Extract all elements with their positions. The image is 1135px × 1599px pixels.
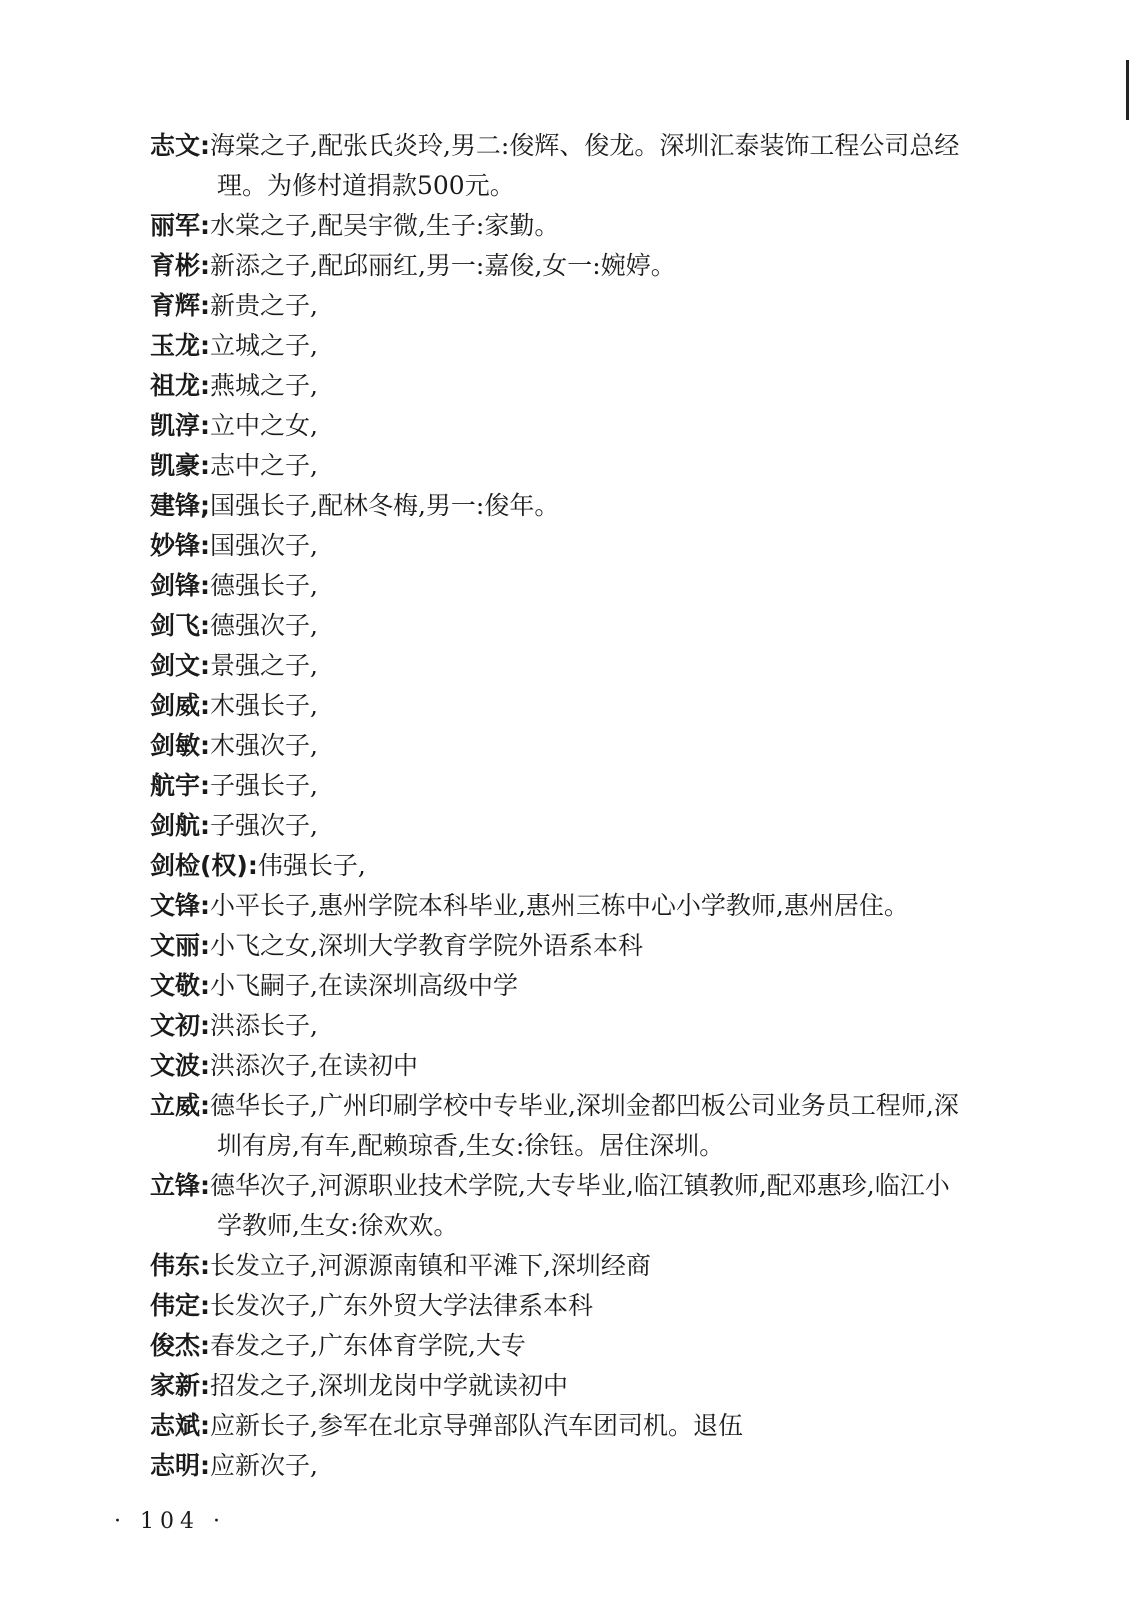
genealogy-entry (150, 246, 1050, 286)
entry-text: 德华次子,河源职业技术学院,大专毕业,临江镇教师,配邓惠珍,临江小 (210, 1171, 950, 1200)
genealogy-entry (150, 886, 1050, 926)
entry-name: 育辉: (150, 291, 210, 320)
genealogy-entry (150, 1246, 1050, 1286)
entry-first-line (150, 646, 1050, 686)
entry-name: 家新: (150, 1371, 210, 1400)
entry-name: 剑文: (150, 651, 210, 680)
entry-name: 育彬: (150, 251, 210, 280)
genealogy-entry (150, 1046, 1050, 1086)
entry-first-line (150, 126, 1050, 166)
entry-first-line (150, 1166, 1050, 1206)
entry-first-line (150, 846, 1050, 886)
entry-text: 德强长子, (210, 571, 318, 600)
entry-text: 洪添长子, (210, 1011, 318, 1040)
entry-text: 水棠之子,配吴宇微,生子:家勤。 (210, 211, 560, 240)
genealogy-entry (150, 606, 1050, 646)
genealogy-entry (150, 726, 1050, 766)
entry-text: 应新次子, (210, 1451, 318, 1480)
genealogy-entry (150, 206, 1050, 246)
genealogy-entry (150, 326, 1050, 366)
genealogy-entry (150, 566, 1050, 606)
entry-name: 凯淳: (150, 411, 210, 440)
genealogy-entry (150, 1286, 1050, 1326)
genealogy-entry (150, 1086, 1050, 1166)
genealogy-entry (150, 366, 1050, 406)
entry-text: 应新长子,参军在北京导弹部队汽车团司机。退伍 (210, 1411, 743, 1440)
entry-name: 立锋: (150, 1171, 210, 1200)
entry-first-line (150, 926, 1050, 966)
entry-name: 建锋; (150, 491, 210, 520)
entry-name: 丽军: (150, 211, 210, 240)
entry-first-line (150, 1326, 1050, 1366)
genealogy-entry (150, 806, 1050, 846)
entry-name: 伟东: (150, 1251, 210, 1280)
entry-name: 剑飞: (150, 611, 210, 640)
entry-name: 文波: (150, 1051, 210, 1080)
entry-first-line (150, 206, 1050, 246)
entry-continuation-line: 圳有房,有车,配赖琼香,生女:徐钰。居住深圳。 (217, 1131, 725, 1160)
genealogy-entry (150, 446, 1050, 486)
entry-name: 立威: (150, 1091, 210, 1120)
entry-text: 木强长子, (210, 691, 318, 720)
entry-text: 德华长子,广州印刷学校中专毕业,深圳金都凹板公司业务员工程师,深 (210, 1091, 959, 1120)
entry-first-line (150, 486, 1050, 526)
genealogy-entries (150, 126, 1050, 1486)
entry-text: 木强次子, (210, 731, 318, 760)
entry-text: 新添之子,配邱丽红,男一:嘉俊,女一:婉婷。 (210, 251, 676, 280)
genealogy-entry (150, 1366, 1050, 1406)
genealogy-entry (150, 126, 1050, 206)
entry-name: 文敬: (150, 971, 210, 1000)
entry-first-line (150, 1246, 1050, 1286)
entry-name: 剑锋: (150, 571, 210, 600)
entry-name: 剑航: (150, 811, 210, 840)
entry-first-line (150, 806, 1050, 846)
entry-first-line (150, 1366, 1050, 1406)
entry-name: 玉龙: (150, 331, 210, 360)
entry-text: 招发之子,深圳龙岗中学就读初中 (210, 1371, 568, 1400)
entry-text: 德强次子, (210, 611, 318, 640)
entry-text: 伟强长子, (257, 851, 366, 880)
entry-text: 燕城之子, (210, 371, 318, 400)
entry-text: 新贵之子, (210, 291, 318, 320)
genealogy-entry (150, 406, 1050, 446)
entry-text: 长发立子,河源源南镇和平滩下,深圳经商 (210, 1251, 651, 1280)
entry-first-line (150, 526, 1050, 566)
page-number: · 104 · (114, 1509, 226, 1534)
entry-name: 文丽: (150, 931, 210, 960)
entry-text: 立中之女, (210, 411, 318, 440)
entry-text: 小平长子,惠州学院本科毕业,惠州三栋中心小学教师,惠州居住。 (210, 891, 909, 920)
genealogy-entry (150, 646, 1050, 686)
entry-first-line (150, 326, 1050, 366)
genealogy-entry (150, 1166, 1050, 1246)
genealogy-entry (150, 1326, 1050, 1366)
genealogy-entry (150, 926, 1050, 966)
entry-first-line (150, 1086, 1050, 1126)
entry-first-line (150, 966, 1050, 1006)
entry-first-line (150, 446, 1050, 486)
entry-name: 凯豪: (150, 451, 210, 480)
entry-continuation-line: 理。为修村道捐款500元。 (217, 171, 515, 200)
entry-name: 志斌: (150, 1411, 210, 1440)
entry-first-line (150, 246, 1050, 286)
genealogy-entry (150, 846, 1050, 886)
entry-first-line (150, 286, 1050, 326)
genealogy-entry (150, 966, 1050, 1006)
entry-first-line (150, 686, 1050, 726)
entry-text: 立城之子, (210, 331, 318, 360)
entry-name: 俊杰: (150, 1331, 210, 1360)
genealogy-entry (150, 486, 1050, 526)
entry-text: 国强长子,配林冬梅,男一:俊年。 (210, 491, 560, 520)
genealogy-entry (150, 766, 1050, 806)
genealogy-entry (150, 686, 1050, 726)
scan-edge-mark (1126, 60, 1129, 120)
entry-first-line (150, 1046, 1050, 1086)
entry-first-line (150, 566, 1050, 606)
entry-first-line (150, 1446, 1050, 1486)
entry-first-line (150, 1406, 1050, 1446)
entry-continuation-line: 学教师,生女:徐欢欢。 (217, 1211, 459, 1240)
entry-text: 海棠之子,配张氏炎玲,男二:俊辉、俊龙。深圳汇泰装饰工程公司总经 (210, 131, 960, 160)
entry-text: 长发次子,广东外贸大学法律系本科 (210, 1291, 593, 1320)
entry-first-line (150, 1286, 1050, 1326)
entry-text: 小飞之女,深圳大学教育学院外语系本科 (210, 931, 643, 960)
entry-first-line (150, 406, 1050, 446)
entry-name: 文锋: (150, 891, 210, 920)
entry-name: 妙锋: (150, 531, 210, 560)
genealogy-entry (150, 1406, 1050, 1446)
entry-text: 春发之子,广东体育学院,大专 (210, 1331, 526, 1360)
genealogy-entry (150, 1006, 1050, 1046)
entry-name: 剑威: (150, 691, 210, 720)
genealogy-entry (150, 526, 1050, 566)
entry-first-line (150, 766, 1050, 806)
entry-first-line (150, 886, 1050, 926)
entry-first-line (150, 1006, 1050, 1046)
genealogy-entry (150, 1446, 1050, 1486)
entry-name: 剑检(权): (150, 851, 258, 880)
entry-text: 国强次子, (210, 531, 318, 560)
entry-first-line (150, 366, 1050, 406)
genealogy-entry (150, 286, 1050, 326)
entry-text: 志中之子, (210, 451, 318, 480)
entry-text: 子强长子, (210, 771, 318, 800)
entry-first-line (150, 726, 1050, 766)
entry-text: 子强次子, (210, 811, 318, 840)
entry-name: 剑敏: (150, 731, 210, 760)
entry-name: 伟定: (150, 1291, 210, 1320)
entry-text: 景强之子, (210, 651, 318, 680)
entry-text: 洪添次子,在读初中 (210, 1051, 418, 1080)
entry-first-line (150, 606, 1050, 646)
entry-name: 志明: (150, 1451, 210, 1480)
entry-text: 小飞嗣子,在读深圳高级中学 (210, 971, 518, 1000)
entry-name: 文初: (150, 1011, 210, 1040)
entry-name: 志文: (150, 131, 210, 160)
entry-name: 祖龙: (150, 371, 210, 400)
entry-name: 航宇: (150, 771, 210, 800)
